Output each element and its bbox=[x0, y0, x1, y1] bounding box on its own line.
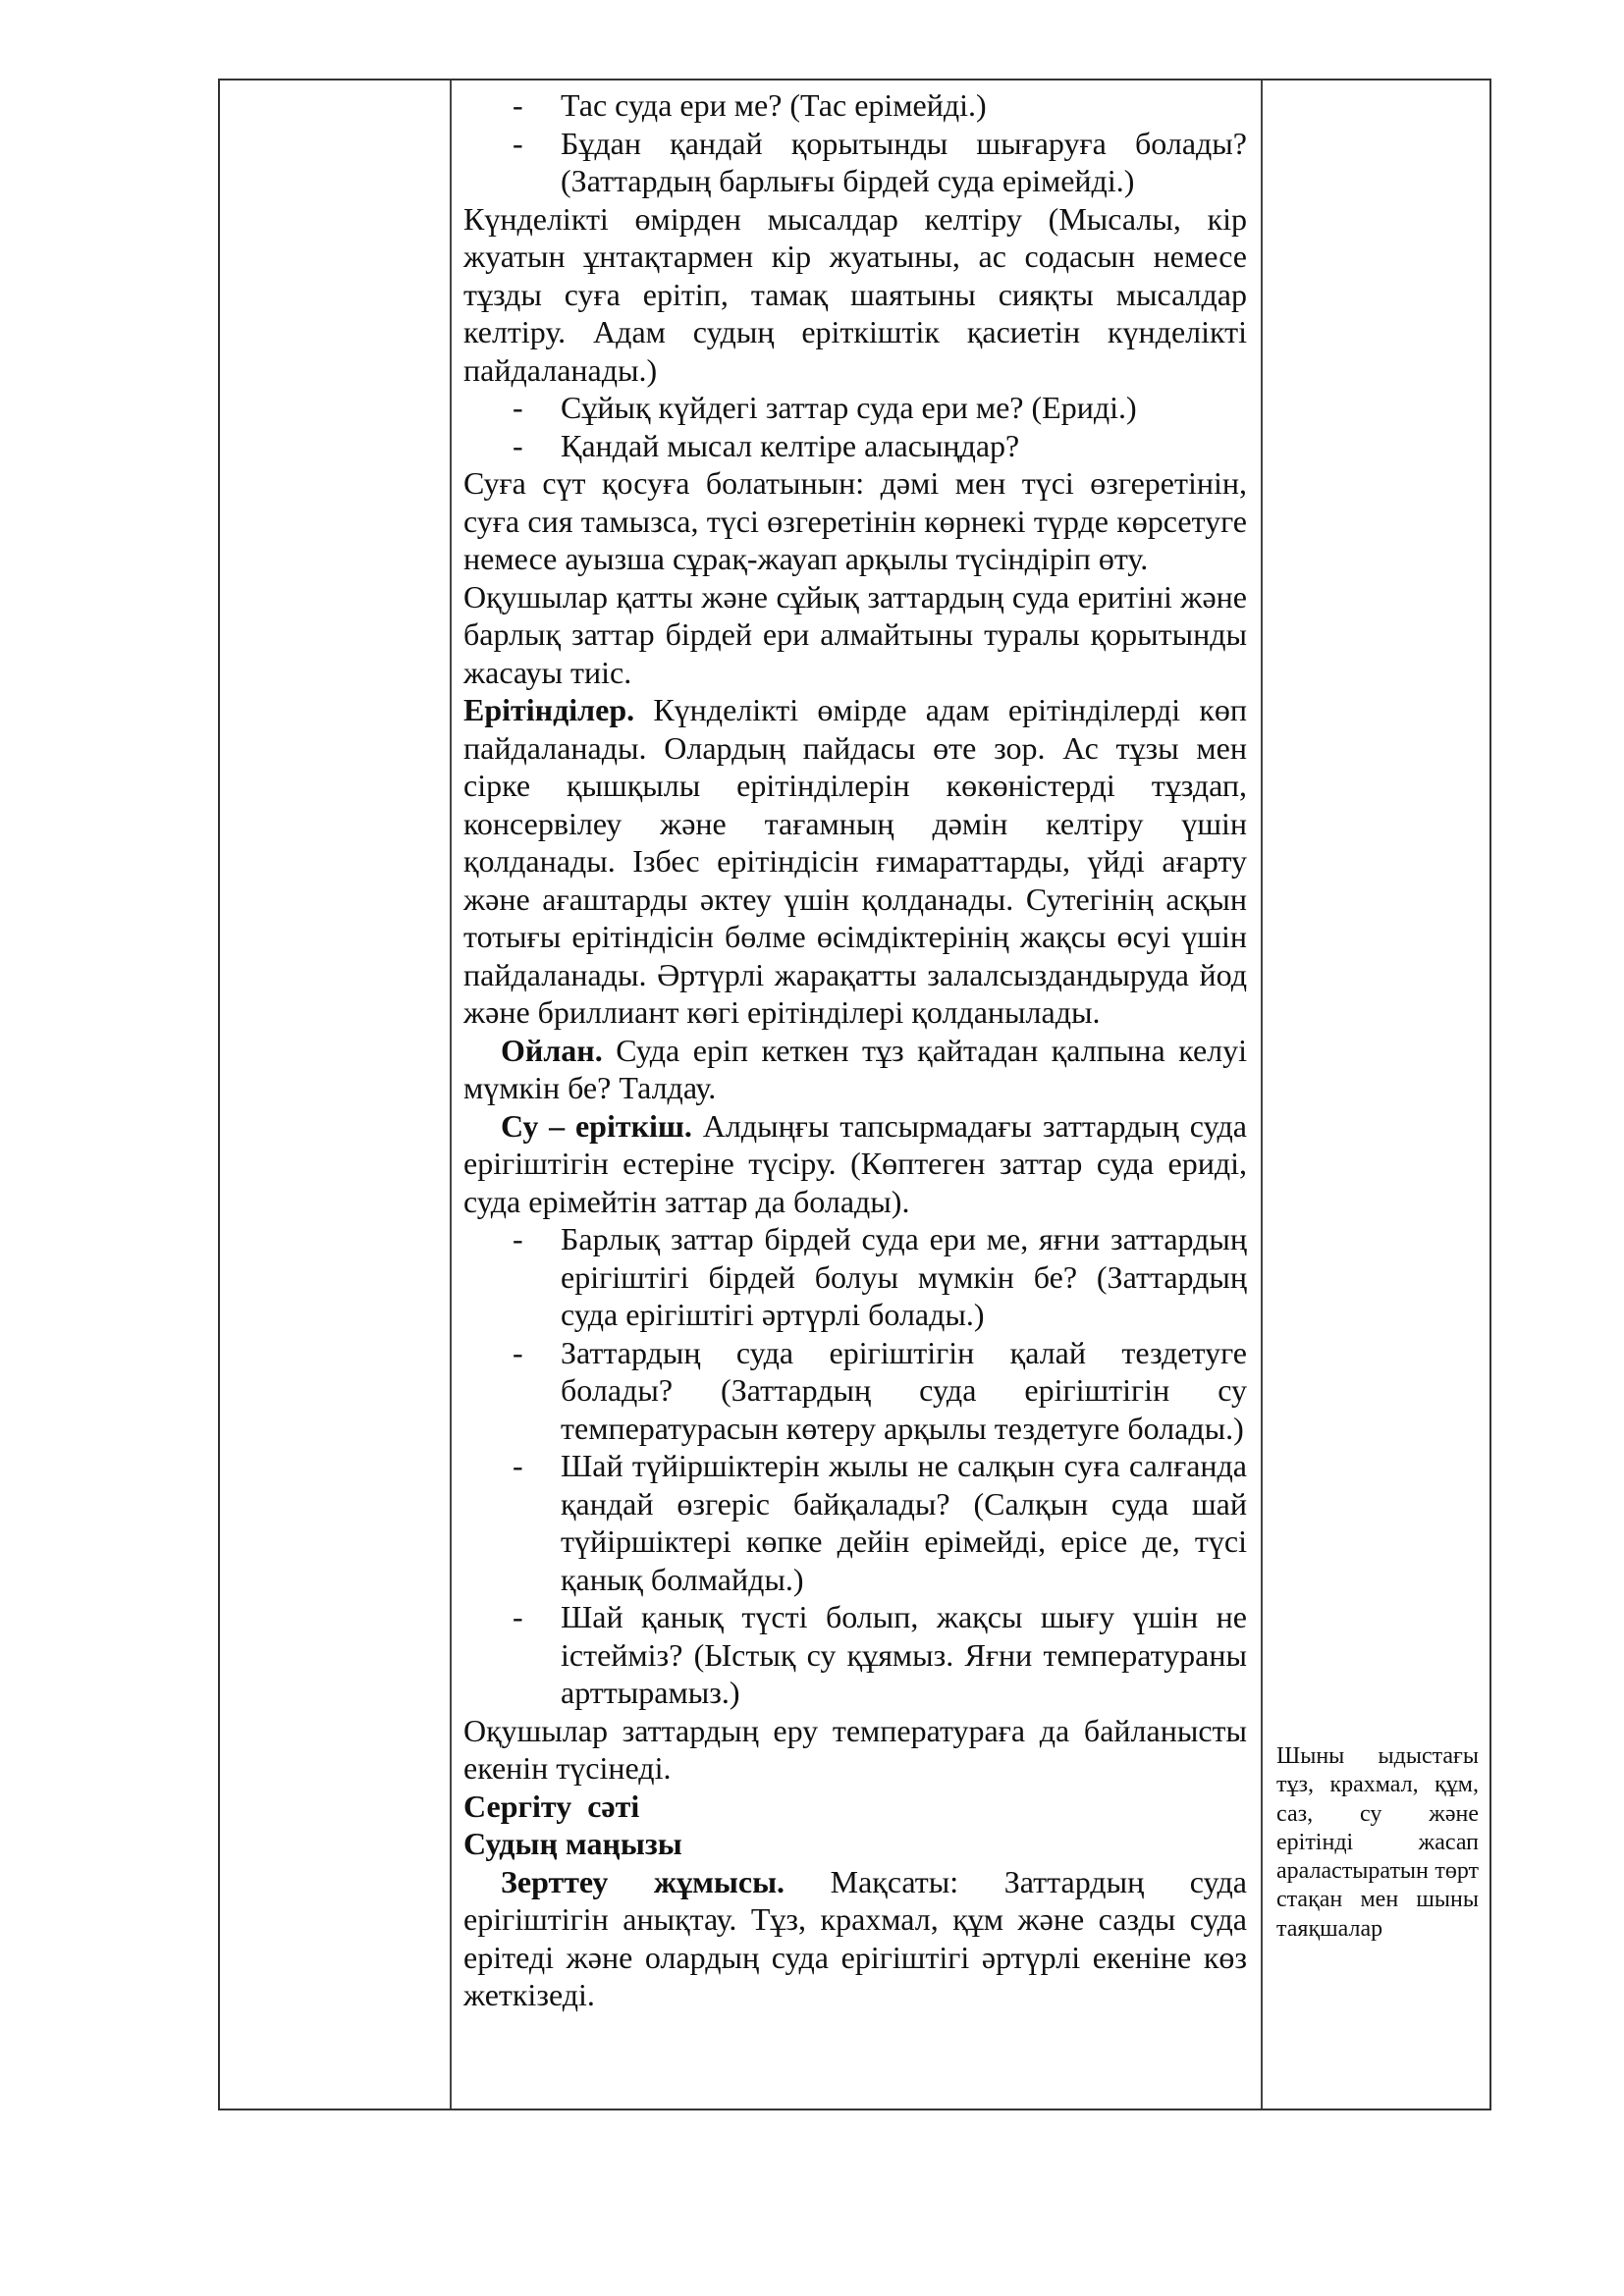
list-item bbox=[463, 1447, 1247, 1598]
dash-bullet: - bbox=[513, 1334, 523, 1370]
list-item-text: Шай қанық түсті болып, жақсы шығу үшін не істейміз? (Ыстық су құямыз. Яғни температураны арттырамыз.) bbox=[561, 1599, 1247, 1710]
paragraph: Оқушылар қатты және сұйық заттардың суда еритіні және барлық заттар бірдей ери алмайтыны туралы қорытынды жасауы тиіс. bbox=[463, 578, 1247, 690]
list-item bbox=[463, 125, 1247, 200]
paragraph-text: Суда еріп кеткен тұз қайтадан қалпына келуі мүмкін бе? Талдау. bbox=[463, 1032, 1247, 1105]
paragraph: Оқушылар заттардың еру температураға да байланысты екенін түсінеді. bbox=[463, 1712, 1247, 1786]
dash-bullet: - bbox=[513, 1599, 523, 1634]
activity-column-cell bbox=[452, 80, 1263, 2109]
list-item-text: Бұдан қандай қорытынды шығаруға болады? (Заттардың барлығы бірдей суда ерімейді.) bbox=[561, 125, 1247, 198]
lesson-plan-table bbox=[218, 79, 1491, 2110]
list-item-text: Заттардың суда ерігіштігін қалай тездетуге болады? (Заттардың суда ерігіштігін су температурасын көтеру арқылы тездетуге болады.) bbox=[561, 1334, 1247, 1446]
activity-text bbox=[463, 86, 1247, 2014]
list-item bbox=[463, 86, 1247, 125]
dash-bullet: - bbox=[513, 87, 523, 123]
stage-column-cell bbox=[220, 80, 452, 2109]
resources-column-cell bbox=[1263, 80, 1489, 2109]
paragraph: Күнделікті өмірден мысалдар келтіру (Мысалы, кір жуатын ұнтақтармен кір жуатыны, ас содасын немесе тұзды суға ерітіп, тамақ шаятыны сияқты мысалдар келтіру. Адам судың еріткіштік қасиетін күнделікті пайдаланады.) bbox=[463, 200, 1247, 388]
heading-inline: Ойлан. bbox=[501, 1032, 603, 1068]
heading-inline: Зерттеу жұмысы. bbox=[501, 1863, 785, 1899]
paragraph: Суға сүт қосуға болатынын: дәмі мен түсі өзгеретінін, суға сия тамызса, түсі өзгеретінін көрнекі түрде көрсетуге немесе ауызша сұрақ-жауап арқылы түсіндіріп өту. bbox=[463, 465, 1247, 576]
list-item-text: Барлық заттар бірдей суда ери ме, яғни заттардың ерігіштігі бірдей болуы мүмкін бе? (Заттардың суда ерігіштігі әртүрлі болады.) bbox=[561, 1221, 1247, 1332]
list-item-text: Сұйық күйдегі заттар суда ери ме? (Ериді.) bbox=[561, 390, 1137, 425]
list-item bbox=[463, 389, 1247, 427]
resources-text: Шыны ыдыстағы тұз, крахмал, құм, саз, су және ерітінді жасап араластыратын төрт стақан мен шыны таяқшалар bbox=[1276, 1743, 1479, 1942]
dash-bullet: - bbox=[513, 125, 523, 161]
list-item bbox=[463, 1334, 1247, 1448]
heading-inline: Су – еріткіш. bbox=[501, 1107, 692, 1144]
dash-bullet: - bbox=[513, 1448, 523, 1483]
list-item-text: Қандай мысал келтіре аласыңдар? bbox=[561, 427, 1020, 463]
section-heading bbox=[463, 1825, 1247, 1863]
paragraph-think bbox=[463, 1032, 1247, 1107]
dash-bullet: - bbox=[513, 390, 523, 425]
paragraph-solvent bbox=[463, 1107, 1247, 1221]
paragraph-solutions bbox=[463, 691, 1247, 1032]
dash-bullet: - bbox=[513, 427, 523, 463]
list-item bbox=[463, 427, 1247, 465]
list-item-text: Шай түйіршіктерін жылы не салқын суға салғанда қандай өзгеріс байқалады? (Салқын суда шай түйіршіктері көпке дейін ерімейді, ерісе де, түсі қанық болмайды.) bbox=[561, 1448, 1247, 1597]
list-item-text: Тас суда ери ме? (Тас ерімейді.) bbox=[561, 87, 987, 123]
paragraph-text: Мақсаты: Заттардың суда ерігіштігін анықтау. Тұз, крахмал, құм және сазды суда ерітеді және олардың суда ерігіштігі әртүрлі екеніне көз жеткізеді. bbox=[463, 1863, 1248, 2012]
heading-text: Сергіту сәті bbox=[463, 1788, 640, 1824]
heading-inline: Ерітінділер. bbox=[463, 692, 635, 727]
paragraph-text: Күнделікті өмірде адам ерітінділерді көп пайдаланады. Олардың пайдасы өте зор. Ас тұзы мен сірке қышқылы ерітінділерін көкөністерді тұздап, консервілеу және тағамның дәмін келтіру үшін қолданады. Ізбес ерітіндісін ғимараттарды, үйді ағарту және ағаштарды әктеу үшін қолданады. Сутегінің асқын тотығы ерітіндісін бөлме өсімдіктерінің жақсы өсуі үшін пайдаланады. Әртүрлі жарақатты залалсыздандыруда йод және бриллиант көгі ерітінділері қолданылады. bbox=[463, 692, 1247, 1030]
paragraph-research bbox=[463, 1863, 1247, 2014]
section-heading bbox=[463, 1788, 1247, 1826]
dash-bullet: - bbox=[513, 1221, 523, 1256]
heading-text: Судың маңызы bbox=[463, 1826, 682, 1861]
list-item bbox=[463, 1598, 1247, 1712]
list-item bbox=[463, 1220, 1247, 1334]
paragraph-text: Алдыңғы тапсырмадағы заттардың суда ерігіштігін естеріне түсіру. (Көптеген заттар суда ериді, суда ерімейтін заттар да болады). bbox=[463, 1107, 1247, 1219]
